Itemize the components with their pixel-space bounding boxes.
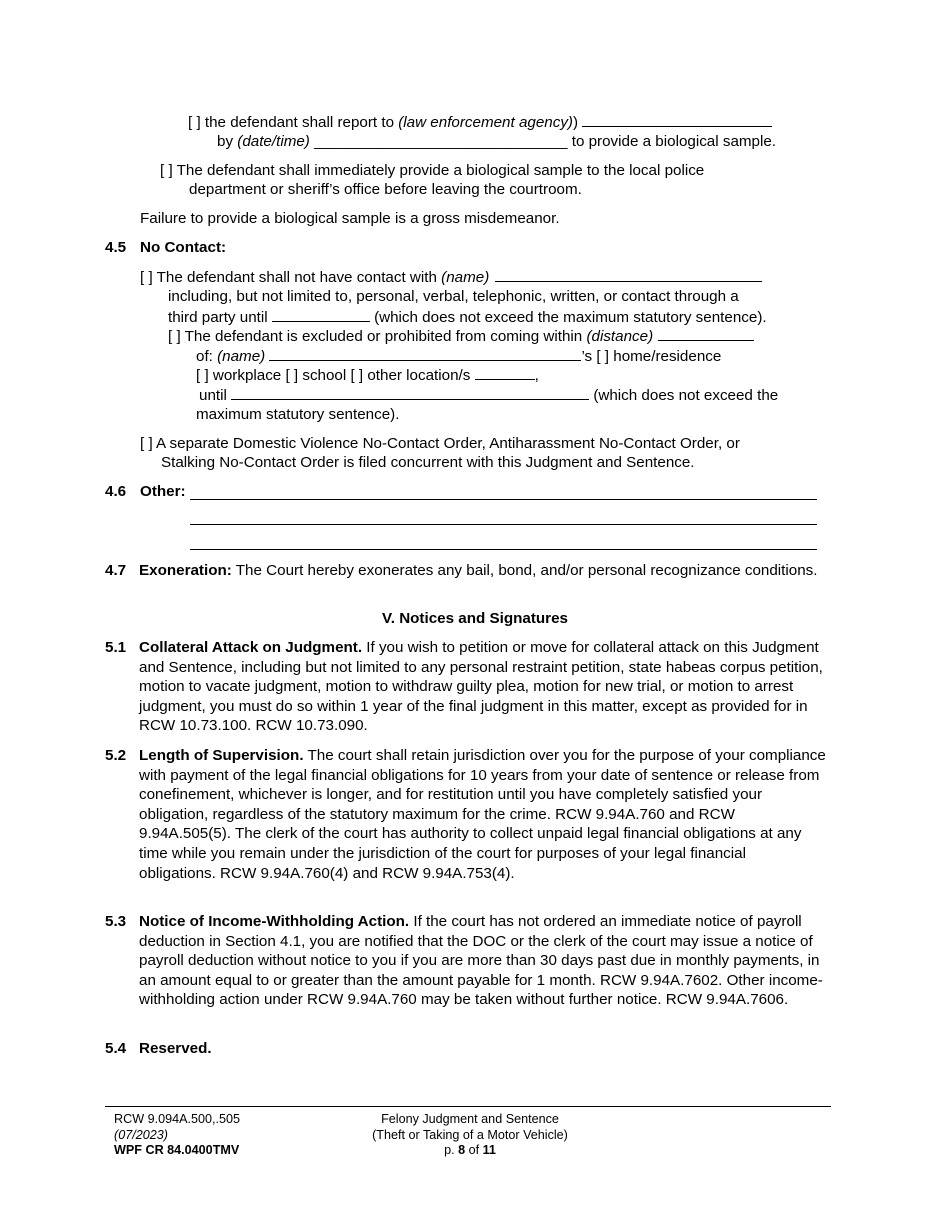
section-5-4-number: 5.4 — [105, 1040, 127, 1057]
footer-page-number: p. 8 of 11 — [444, 1143, 496, 1157]
section-5-2-text: Length of Supervision. The court shall retain jurisdiction over you for the purpose of your compliance with payment of the legal financial obligations for 10 years from your date of sentence or release from conefinement, whichever is longer, and for restitution until you have completely satisfied your obligation, regardless of the statutory maximum for the crime. RCW 9.94A.760 and RCW 9.94A.505(5). The clerk of the court has authority to collect unpaid legal financial obligations at any time while you remain under the jurisdiction of the court for purposes of your legal financial obligations. RCW 9.94A.760(4) and RCW 9.94A.753(4). — [139, 747, 826, 882]
other-blank-line-2[interactable] — [190, 524, 817, 525]
section-5-2-number: 5.2 — [105, 747, 127, 764]
protected-name-blank[interactable] — [269, 346, 581, 361]
exclusion-of-line: of: (name) ’s [ ] home/residence — [196, 348, 722, 365]
footer-date: (07/2023) — [114, 1127, 168, 1142]
separate-order-line-1: [ ] A separate Domestic Violence No-Contact Order, Antiharassment No-Contact Order, or — [140, 435, 740, 452]
agency-blank[interactable] — [582, 112, 772, 127]
no-contact-line-2: including, but not limited to, personal, verbal, telephonic, written, or contact through a — [168, 288, 739, 305]
other-blank-line-3[interactable] — [190, 549, 817, 550]
exclusion-until-blank[interactable] — [231, 385, 589, 400]
footer-center — [340, 1112, 600, 1159]
no-contact-line-3: third party until (which does not exceed the maximum statutory sentence). — [168, 309, 767, 326]
footer-form-number: WPF CR 84.0400TMV — [114, 1143, 240, 1157]
immediate-sample-line-2: department or sheriff’s office before leaving the courtroom. — [189, 181, 582, 198]
exclusion-until-line: until (which does not exceed the — [199, 387, 779, 404]
section-v-heading: V. Notices and Signatures — [382, 610, 568, 627]
datetime-blank[interactable]: ______________________________ — [314, 133, 568, 150]
section-4-5-title: No Contact: — [140, 239, 227, 256]
section-5-4-title: Reserved. — [139, 1040, 212, 1057]
other-blank-line-1[interactable] — [190, 499, 817, 500]
other-location-blank[interactable] — [475, 365, 535, 380]
footer-left — [114, 1112, 240, 1159]
section-4-7-number: 4.7 — [105, 562, 127, 579]
section-5-3-number: 5.3 — [105, 913, 127, 930]
distance-blank[interactable] — [658, 326, 754, 341]
footer-divider — [105, 1106, 831, 1107]
footer-title: Felony Judgment and Sentence — [381, 1112, 559, 1126]
footer-rcw: RCW 9.094A.500,.505 — [114, 1112, 241, 1126]
section-5-1-text: Collateral Attack on Judgment. If you wish to petition or move for collateral attack on this Judgment and Sentence, including but not limited to any personal restraint petition, state habeas corpus petition, motion to vacate judgment, motion to withdraw guilty plea, motion for new trial, or motion to arrest judgment, you must do so within 1 year of the final judgment in this matter, except as provided for in RCW 10.73.100. RCW 10.73.090. — [139, 639, 823, 735]
separate-order-line-2: Stalking No-Contact Order is filed concurrent with this Judgment and Sentence. — [161, 454, 695, 471]
section-4-7-text: Exoneration: The Court hereby exonerates any bail, bond, and/or personal recognizance conditions. — [139, 562, 818, 579]
exclusion-locations-line: [ ] workplace [ ] school [ ] other location/s , — [196, 367, 539, 384]
section-5-3-text: Notice of Income-Withholding Action. If the court has not ordered an immediate notice of payroll deduction in Section 4.1, you are notified that the DOC or the clerk of the court may issue a notice of payroll deduction without notice to you if you are more than 30 days past due in monthly payments, in an amount equal to or greater than the amount payable for 1 month. RCW 9.94A.7602. Other income-withholding action under RCW 9.94A.760 may be taken without further notice. RCW 9.94A.7606. — [139, 913, 823, 1009]
failure-statement: Failure to provide a biological sample is a gross misdemeanor. — [140, 210, 560, 227]
report-by-line: by (date/time) ______________________________ to provide a biological sample. — [217, 133, 777, 150]
footer-subtitle: (Theft or Taking of a Motor Vehicle) — [372, 1127, 568, 1142]
exclusion-line: [ ] The defendant is excluded or prohibited from coming within (distance) — [168, 326, 754, 347]
exclusion-max-line: maximum statutory sentence). — [196, 406, 400, 423]
section-4-6-number: 4.6 — [105, 483, 127, 500]
contact-name-blank[interactable] — [495, 267, 762, 282]
section-4-6-title: Other: — [140, 483, 186, 500]
report-line: [ ] the defendant shall report to (law enforcement agency)) — [188, 112, 772, 133]
no-contact-line-1: [ ] The defendant shall not have contact with (name) — [140, 267, 762, 288]
section-5-1-number: 5.1 — [105, 639, 127, 656]
until-date-blank[interactable] — [272, 307, 370, 322]
section-4-5-number: 4.5 — [105, 239, 127, 256]
immediate-sample-line-1: [ ] The defendant shall immediately provide a biological sample to the local police — [160, 162, 705, 179]
